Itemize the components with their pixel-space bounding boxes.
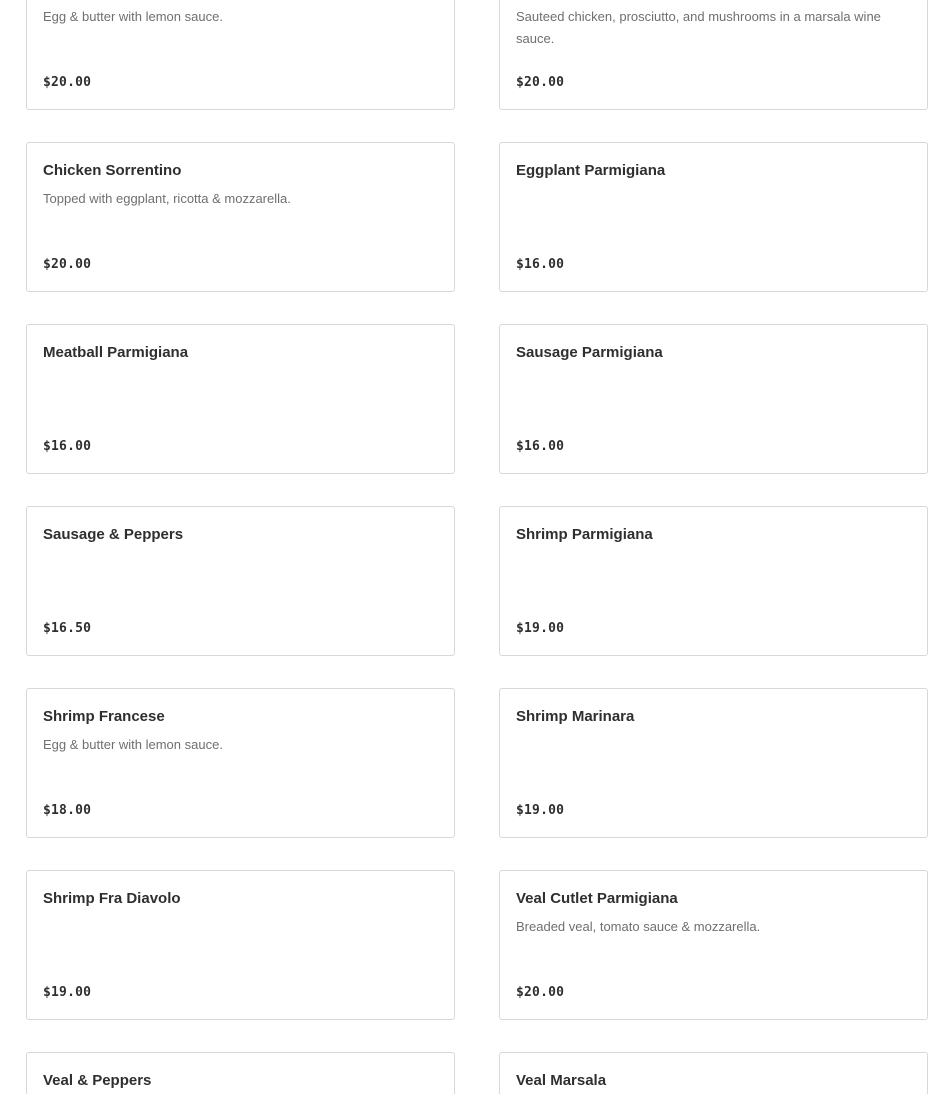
menu-item-card[interactable]	[499, 324, 928, 474]
menu-item-price: $19.00	[516, 803, 565, 818]
menu-item-price: $20.00	[43, 75, 92, 90]
menu-item-price: $18.00	[43, 803, 92, 818]
menu-item-card[interactable]	[499, 506, 928, 656]
menu-item-description: Breaded veal, tomato sauce & mozzarella.	[516, 919, 761, 934]
menu-item-name: Veal Cutlet Parmigiana	[516, 890, 678, 907]
menu-item-card[interactable]	[26, 324, 455, 474]
menu-item-name: Shrimp Marinara	[516, 708, 635, 725]
menu-item-name: Shrimp Francese	[43, 708, 165, 725]
menu-item-card[interactable]	[499, 870, 928, 1020]
menu-item-name: Sausage Parmigiana	[516, 344, 663, 361]
menu-item-card[interactable]	[499, 0, 928, 110]
menu-item-card[interactable]	[26, 142, 455, 292]
menu-item-name: Veal Marsala	[516, 1072, 607, 1089]
menu-item-price: $20.00	[43, 257, 92, 272]
menu-item-price: $20.00	[516, 75, 565, 90]
menu-item-price: $16.00	[43, 439, 92, 454]
menu-item-card[interactable]	[26, 1052, 455, 1094]
menu-item-card[interactable]	[26, 506, 455, 656]
menu-item-price: $16.00	[516, 439, 565, 454]
menu-item-card[interactable]	[499, 688, 928, 838]
menu-item-name: Sausage & Peppers	[43, 526, 184, 543]
menu-item-description: Sauteed chicken, prosciutto, and mushrooms in a marsala wine sauce.	[516, 9, 881, 46]
menu-item-name: Chicken Sorrentino	[43, 162, 182, 179]
menu-item-name: Shrimp Parmigiana	[516, 526, 653, 543]
menu-item-description: Topped with eggplant, ricotta & mozzarella.	[43, 191, 291, 206]
menu-item-price: $16.00	[516, 257, 565, 272]
menu-item-name: Shrimp Fra Diavolo	[43, 890, 181, 907]
menu-item-price: $19.00	[43, 985, 92, 1000]
menu-item-description: Egg & butter with lemon sauce.	[43, 737, 223, 752]
menu-item-card[interactable]	[26, 870, 455, 1020]
menu-item-name: Meatball Parmigiana	[43, 344, 189, 361]
menu-item-price: $16.50	[43, 621, 92, 636]
menu-item-name: Veal & Peppers	[43, 1072, 152, 1089]
menu-item-description: Egg & butter with lemon sauce.	[43, 9, 223, 24]
menu-item-card[interactable]	[26, 0, 455, 110]
menu-item-card[interactable]	[499, 142, 928, 292]
menu-item-card[interactable]	[26, 688, 455, 838]
menu-item-price: $19.00	[516, 621, 565, 636]
menu-item-price: $20.00	[516, 985, 565, 1000]
menu-item-grid	[26, 0, 928, 1094]
menu-item-card[interactable]	[499, 1052, 928, 1094]
menu-item-name: Eggplant Parmigiana	[516, 162, 666, 179]
